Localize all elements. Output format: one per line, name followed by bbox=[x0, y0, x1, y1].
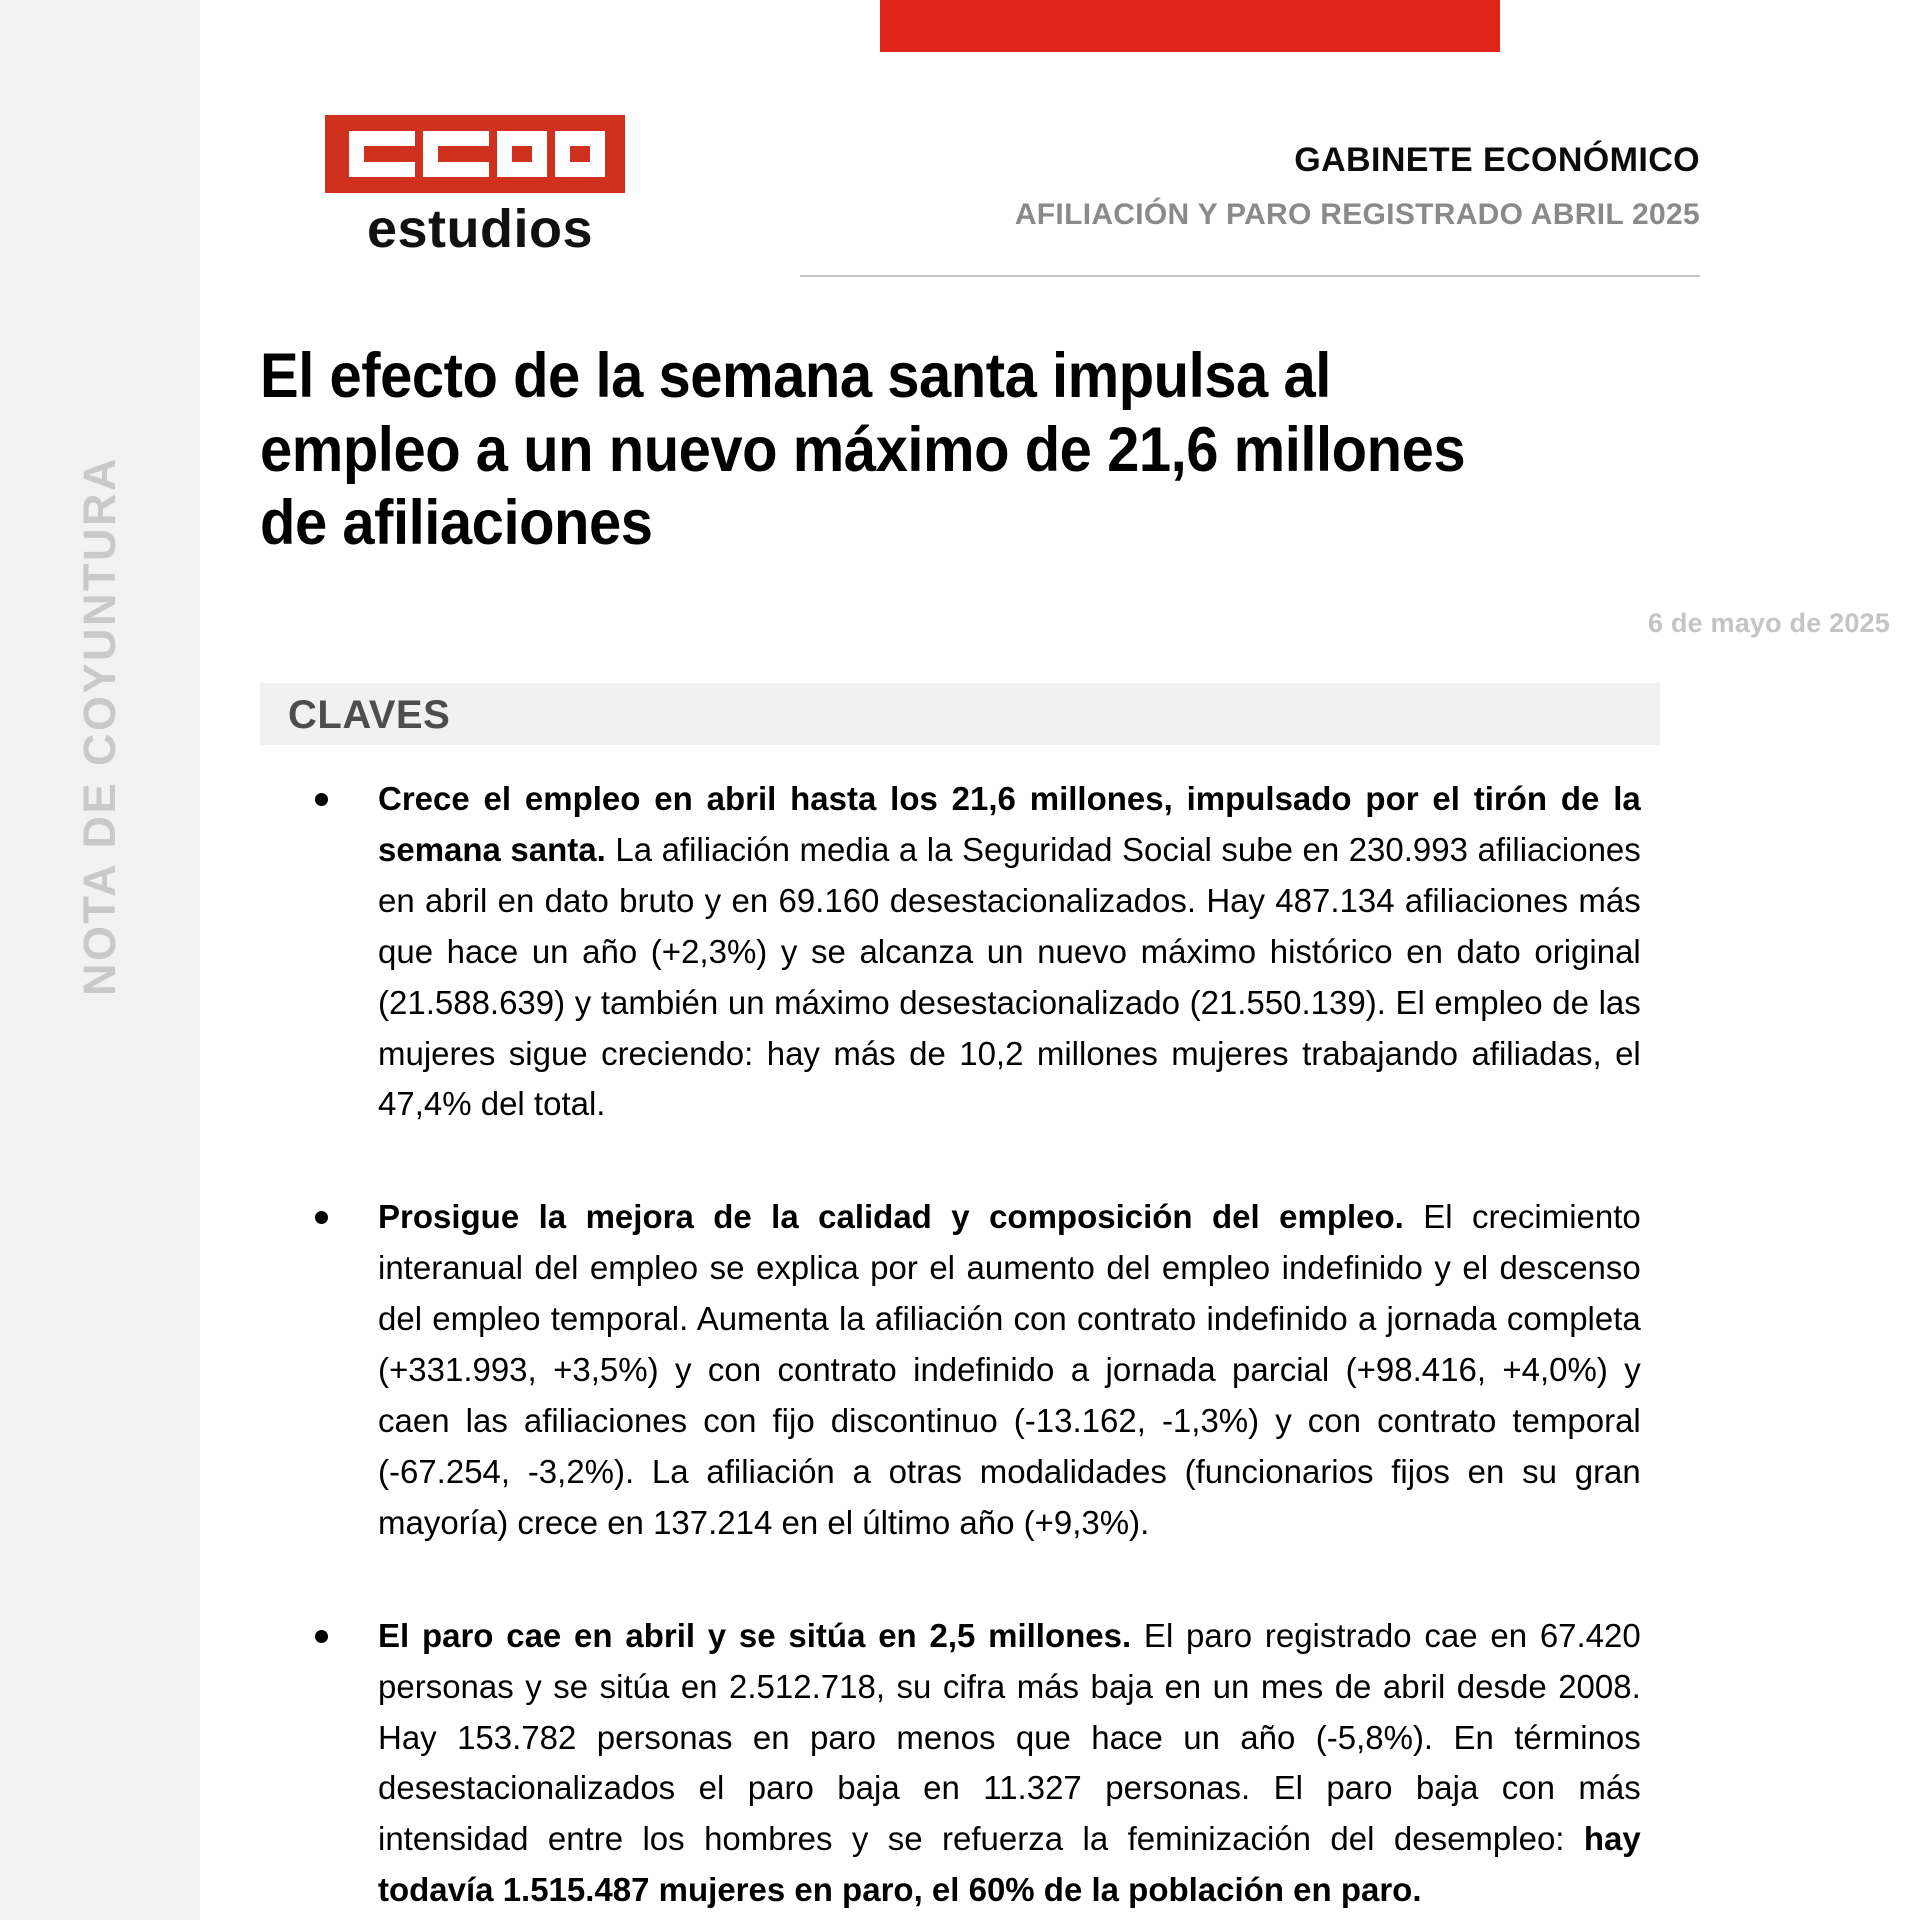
header-title: GABINETE ECONÓMICO bbox=[1294, 141, 1700, 179]
list-item-body: El crecimiento interanual del empleo se explica por el aumento del empleo indefinido y el descenso del empleo temporal. Aumenta la afiliación con contrato indefinido a jornada completa (+331.993, +3,5%) y con contrato indefinido a jornada parcial (+98.416, +4,0%) y caen las afiliaciones con fijo discontinuo (-13.162, -1,3%) y con contrato temporal (-67.254, -3,2%). La afiliación a otras modalidades (funcionarios fijos en su gran mayoría) crece en 137.214 en el último año (+9,3%). bbox=[378, 1199, 1641, 1542]
list-item-text bbox=[378, 1612, 1641, 1917]
bullet-point-icon bbox=[315, 793, 328, 806]
ccoo-logo bbox=[325, 115, 635, 258]
page-title: El efecto de la semana santa impulsa al empleo a un nuevo máximo de 21,6 millones de afiliaciones bbox=[260, 341, 1466, 559]
header-subtitle: AFILIACIÓN Y PARO REGISTRADO ABRIL 2025 bbox=[1014, 197, 1700, 231]
section-heading-band bbox=[260, 683, 1660, 745]
list-item-body: La afiliación media a la Seguridad Social sube en 230.993 afiliaciones en abril en dato bruto y en 69.160 desestacionalizados. Hay 487.134 afiliaciones más que hace un año (+2,3%) y se alcanza un nuevo máximo histórico en dato original (21.588.639) y también un máximo desestacionalizado (21.550.139). El empleo de las mujeres sigue creciendo: hay más de 10,2 millones mujeres trabajando afiliadas, el 47,4% del total. bbox=[378, 831, 1641, 1124]
header-divider bbox=[800, 275, 1700, 277]
list-item bbox=[260, 1193, 1660, 1549]
section-heading-label: CLAVES bbox=[288, 693, 451, 737]
claves-list bbox=[260, 775, 1660, 1920]
list-item-body: El paro registrado cae en 67.420 personas y se sitúa en 2.512.718, su cifra más baja en un mes de abril desde 2008. Hay 153.782 personas en paro menos que hace un año (-5,8%). En términos desestacionalizados el paro baja en 11.327 personas. El paro baja con más intensidad entre los hombres y se refuerza la feminización del desempleo: bbox=[378, 1617, 1641, 1859]
list-item bbox=[260, 775, 1660, 1131]
list-item-lead: Prosigue la mejora de la calidad y composición del empleo. bbox=[378, 1199, 1404, 1237]
bullet-point-icon bbox=[315, 1211, 328, 1224]
list-item-lead: Crece el empleo en abril hasta los 21,6 millones, impulsado por el tirón de la semana santa. bbox=[378, 781, 1641, 869]
content-column bbox=[200, 0, 1920, 1920]
ccoo-logo-icon bbox=[325, 115, 625, 193]
list-item-lead: El paro cae en abril y se sitúa en 2,5 millones. bbox=[378, 1617, 1132, 1655]
bullet-point-icon bbox=[315, 1630, 328, 1643]
list-item-text bbox=[378, 775, 1641, 1131]
list-item-text bbox=[378, 1193, 1641, 1549]
list-item-tail-emphasis: hay todavía 1.515.487 mujeres en paro, el 60% de la población en paro. bbox=[378, 1821, 1641, 1910]
logo-wordmark: estudios bbox=[366, 199, 594, 259]
document-header bbox=[200, 105, 1730, 315]
sidebar-vertical-label: NOTA DE COYUNTURA bbox=[74, 456, 125, 996]
publication-date: 6 de mayo de 2025 bbox=[1647, 608, 1890, 638]
header-text-block bbox=[800, 140, 1700, 233]
list-item bbox=[260, 1612, 1660, 1917]
left-sidebar bbox=[0, 0, 200, 1920]
